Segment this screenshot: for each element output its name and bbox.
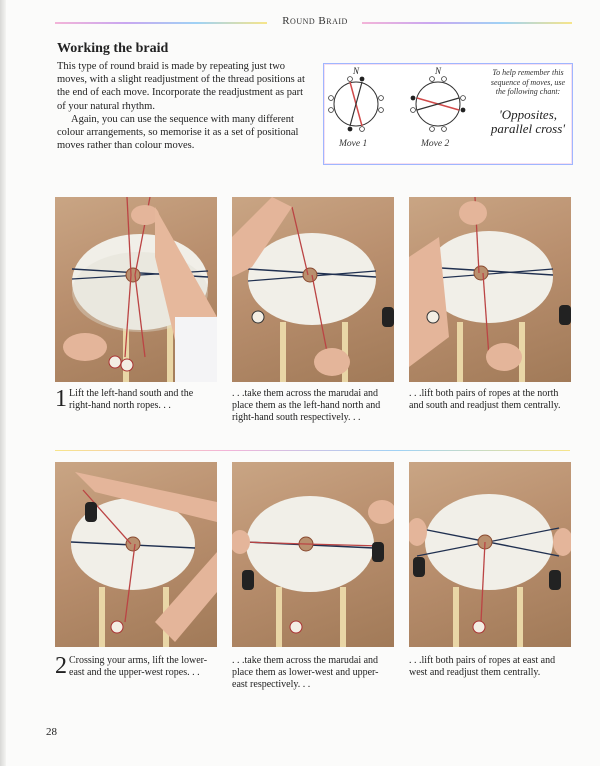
- step-1c-caption: . . .lift both pairs of ropes at the north and south and readjust them centrally.: [409, 388, 561, 411]
- header-rule-right: [362, 22, 572, 24]
- step-1b-photo: [232, 197, 394, 382]
- step-2b-photo: [232, 462, 394, 647]
- step-2c-caption: . . .lift both pairs of ropes at east and west and readjust them centrally.: [409, 655, 556, 678]
- chant-text: 'Opposites, parallel cross': [490, 107, 566, 136]
- north-label-1: N: [353, 66, 360, 76]
- move-1-diagram: [329, 77, 384, 132]
- step-1b-caption: . . .take them across the marudai and place them as the left-hand north and right-hand south respectively. . .: [232, 388, 381, 423]
- step-2c-photo: [409, 462, 571, 647]
- intro-paragraph-1: This type of round braid is made by repeating just two moves, with a slight readjustment of the thread positions at the end of each move. Incorporate the readjustment as part of your natural rhythm.: [57, 61, 305, 112]
- running-header: Round Braid: [282, 15, 348, 27]
- step-2-number: 2: [55, 653, 67, 679]
- move-1-label: Move 1: [339, 139, 368, 149]
- north-label-2: N: [435, 66, 442, 76]
- intro-paragraph-2: Again, you can use the sequence with many different colour arrangements, so memorise it as a set of positional moves rather than colour moves.: [57, 113, 299, 152]
- step-1c-photo: [409, 197, 571, 382]
- move-2-label: Move 2: [421, 139, 450, 149]
- row-divider: [55, 450, 570, 451]
- book-spine: [0, 0, 6, 766]
- step-2a-text: Crossing your arms, lift the lower-east and the upper-west ropes. . .: [69, 655, 208, 678]
- step-2b-caption: . . .take them across the marudai and place them as lower-west and upper-east respectively. . .: [232, 655, 379, 690]
- intro-text: [57, 60, 307, 152]
- step-2a-caption: [55, 655, 217, 679]
- chant-hint: To help remember this sequence of moves, use the following chant:: [490, 68, 566, 96]
- step-2a-photo: [55, 462, 217, 647]
- page-number: 28: [46, 726, 57, 738]
- step-1a-caption: [55, 388, 217, 412]
- move-2-diagram: [411, 77, 466, 132]
- header-rule-left: [55, 22, 267, 24]
- step-1a-text: Lift the left-hand south and the right-hand north ropes. . .: [69, 388, 194, 411]
- section-heading: Working the braid: [57, 41, 169, 56]
- step-1-number: 1: [55, 386, 67, 412]
- step-1a-photo: [55, 197, 217, 382]
